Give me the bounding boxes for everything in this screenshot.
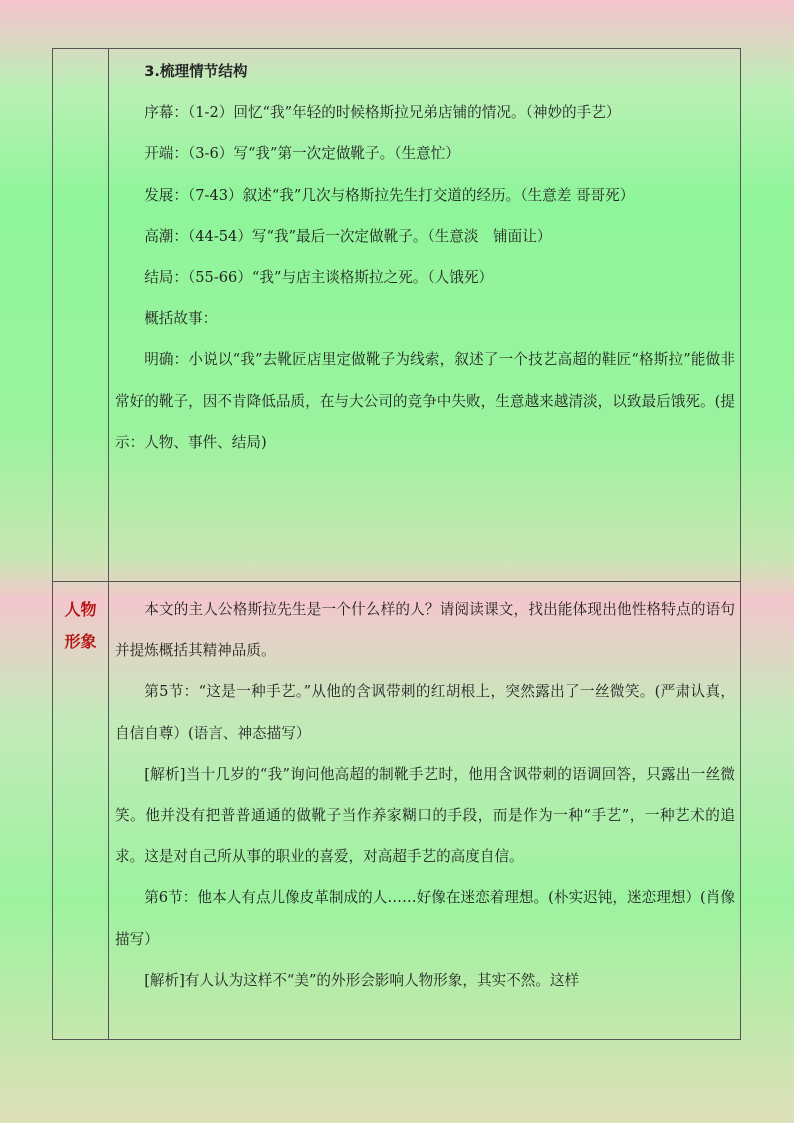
paragraph-beginning: 开端：（3-6）写“我”第一次定做靴子。（生意忙） [144, 145, 460, 163]
paragraph-prologue: 序幕：（1-2）回忆“我”年轻的时候格斯拉兄弟店铺的情况。（神妙的手艺） [144, 104, 621, 122]
row-label-line2: 形象 [64, 632, 97, 651]
paragraph-analysis2: [解析]有人认为这样不“美”的外形会影响人物形象，其实不然。这样 [144, 971, 580, 989]
row-label-character [53, 594, 108, 658]
paragraph-section6: 第6节：他本人有点儿像皮革制成的人……好像在迷恋着理想。(朴实迟钝，迷恋理想）(肖像描写） [115, 889, 735, 948]
plot-structure-cell [115, 51, 735, 463]
row-label-line1: 人物 [64, 600, 97, 619]
paragraph-summary: 明确：小说以“我”去靴匠店里定做靴子为线索，叙述了一个技艺高超的鞋匠“格斯拉”能做非常好的靴子，因不肯降低品质，在与大公司的竞争中失败，生意越来越清淡，以致最后饿死。(提示：人物、事件、结局) [115, 351, 735, 451]
paragraph-question: 本文的主人公格斯拉先生是一个什么样的人？请阅读课文，找出能体现出他性格特点的语句并提炼概括其精神品质。 [115, 601, 735, 660]
paragraph-development: 发展：（7-43）叙述“我”几次与格斯拉先生打交道的经历。（生意差 哥哥死） [144, 186, 635, 204]
lesson-table [52, 48, 741, 1040]
paragraph-ending: 结局：（55-66）“我”与店主谈格斯拉之死。（人饿死） [144, 269, 494, 287]
row-divider [53, 581, 740, 582]
character-cell [115, 589, 735, 1001]
column-divider [108, 49, 109, 1039]
paragraph-summary-label: 概括故事： [144, 310, 218, 328]
paragraph-section5: 第5节：“这是一种手艺。”从他的含讽带刺的红胡根上，突然露出了一丝微笑。(严肃认真，自信自尊）(语言、神态描写） [115, 683, 735, 742]
section-heading: 3.梳理情节结构 [144, 63, 248, 80]
paragraph-climax: 高潮：（44-54）写“我”最后一次定做靴子。（生意淡 铺面让） [144, 227, 552, 245]
paragraph-analysis1: [解析]当十几岁的“我”询问他高超的制靴手艺时，他用含讽带刺的语调回答，只露出一丝微笑。他并没有把普普通通的做靴子当作养家糊口的手段，而是作为一种“手艺”，一种艺术的追求。这是对自己所从事的职业的喜爱，对高超手艺的高度自信。 [115, 765, 735, 866]
